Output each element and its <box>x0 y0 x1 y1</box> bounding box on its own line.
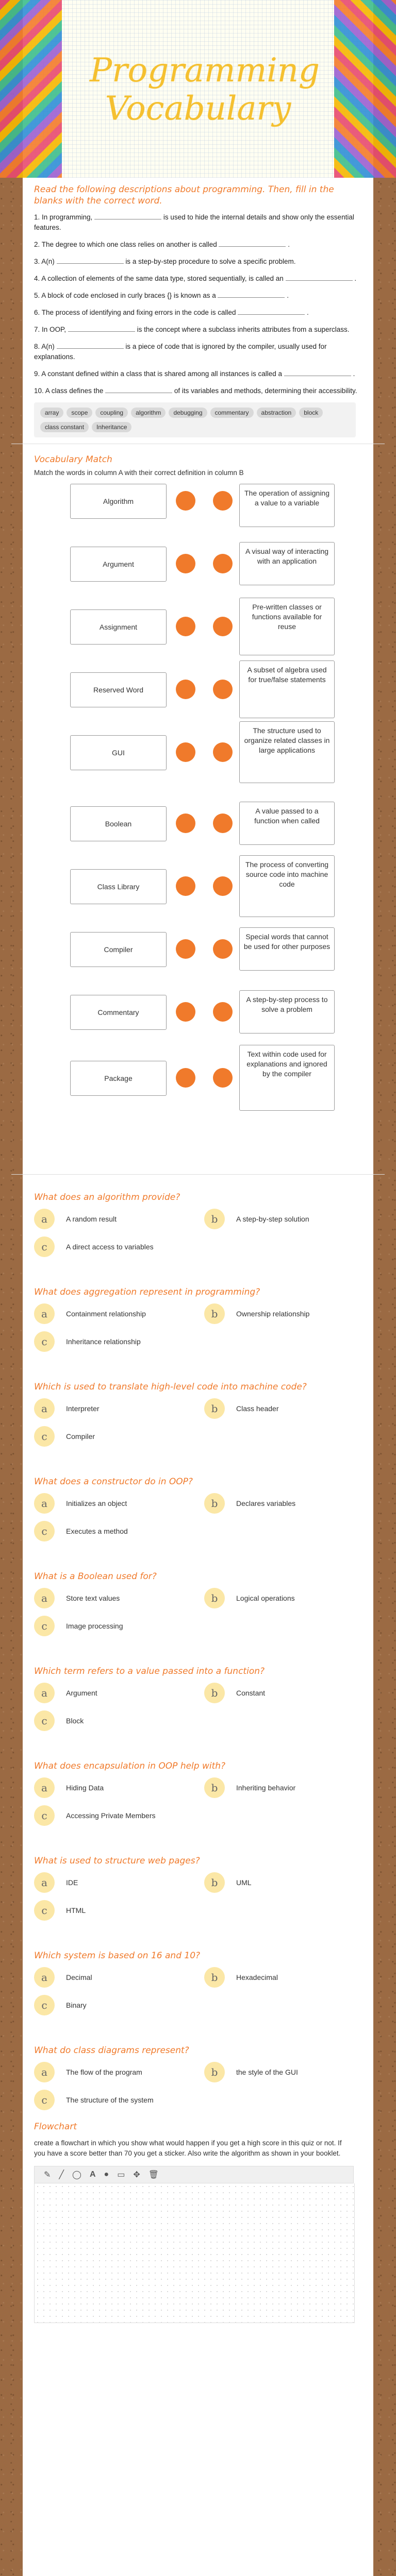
option-letter-bubble[interactable]: b <box>204 1398 225 1419</box>
word-chip[interactable]: Inheritance <box>92 422 131 432</box>
match-definition[interactable]: The operation of assigning a value to a variable <box>239 484 335 527</box>
match-definition[interactable]: A value passed to a function when called <box>239 802 335 845</box>
flowchart-heading: Flowchart <box>34 2122 77 2132</box>
mc-question <box>23 1826 373 1921</box>
answer-option[interactable] <box>204 1777 359 1798</box>
answer-option[interactable] <box>34 1900 204 1921</box>
mc-question <box>23 2015 373 2110</box>
option-letter-bubble[interactable]: c <box>34 1331 55 1352</box>
match-term[interactable]: Reserved Word <box>70 672 167 707</box>
word-chip[interactable]: abstraction <box>257 408 296 418</box>
option-text: Declares variables <box>236 1499 296 1507</box>
option-text: Interpreter <box>66 1404 100 1413</box>
answer-option[interactable] <box>34 1588 204 1608</box>
fill-text-before: 2. The degree to which one class relies on another is called <box>34 241 217 248</box>
match-term[interactable]: Commentary <box>70 995 167 1030</box>
chevron-border-right <box>334 0 396 178</box>
answer-option[interactable] <box>34 1209 204 1229</box>
answer-option[interactable] <box>34 1493 204 1514</box>
answer-option[interactable] <box>204 1303 359 1324</box>
match-connector-right[interactable] <box>213 680 233 699</box>
shape-icon[interactable]: ◯ <box>72 2171 81 2179</box>
answer-option[interactable] <box>34 1616 204 1636</box>
option-text: Image processing <box>66 1622 123 1630</box>
answer-option[interactable] <box>204 1872 359 1893</box>
mc-question <box>23 1257 373 1352</box>
blank-input[interactable] <box>238 307 305 315</box>
answer-options <box>34 1303 362 1352</box>
answer-option[interactable] <box>204 1209 359 1229</box>
option-text: Class header <box>236 1404 279 1413</box>
option-letter-bubble[interactable]: a <box>34 1398 55 1419</box>
fill-text-after: . <box>288 241 290 248</box>
match-connector-right[interactable] <box>213 554 233 573</box>
option-letter-bubble[interactable]: a <box>34 1303 55 1324</box>
match-connector-left[interactable] <box>176 1002 195 1022</box>
option-letter-bubble[interactable]: a <box>34 1683 55 1703</box>
question-text: Which system is based on 16 and 10? <box>34 1951 201 1961</box>
fill-text-after: is used to hide the internal details and show only the essential features. <box>34 213 354 231</box>
option-text: Logical operations <box>236 1594 295 1602</box>
match-term[interactable]: Boolean <box>70 806 167 841</box>
blank-input[interactable] <box>218 290 285 298</box>
answer-option[interactable] <box>34 1805 204 1826</box>
option-text: Executes a method <box>66 1527 128 1535</box>
fill-text-after: . <box>354 275 357 282</box>
fill-text-before: 8. A(n) <box>34 343 55 350</box>
word-chip[interactable]: block <box>299 408 323 418</box>
option-text: The flow of the program <box>66 2068 142 2076</box>
match-connector-right[interactable] <box>213 814 233 833</box>
answer-option[interactable] <box>204 1398 359 1419</box>
answer-option[interactable] <box>204 1967 359 1988</box>
option-text: A step-by-step solution <box>236 1215 309 1223</box>
answer-option[interactable] <box>34 1426 204 1447</box>
answer-options <box>34 1398 362 1447</box>
option-text: Initializes an object <box>66 1499 127 1507</box>
option-text: Constant <box>236 1689 266 1697</box>
answer-option[interactable] <box>204 2062 359 2082</box>
match-term[interactable]: Class Library <box>70 869 167 904</box>
word-chip[interactable]: commentary <box>210 408 254 418</box>
question-text: Which term refers to a value passed into a function? <box>34 1666 265 1676</box>
fill-item <box>34 273 362 284</box>
answer-options <box>34 2062 362 2110</box>
option-letter-bubble[interactable]: b <box>204 1209 225 1229</box>
worksheet-page <box>23 0 373 2576</box>
fill-item <box>34 324 362 335</box>
option-letter-bubble[interactable]: a <box>34 1588 55 1608</box>
mc-question <box>23 1175 373 1257</box>
flowchart-instruction: create a flowchart in which you show what would happen if you get a high score in this quiz or not. If you have a score better than 70 you get a sticker. Also write the algorithm as shown in your booklet. <box>34 2139 342 2157</box>
match-definition[interactable]: The process of converting source code into machine code <box>239 855 335 917</box>
option-text: Decimal <box>66 1973 92 1981</box>
match-definition[interactable]: The structure used to organize related classes in large applications <box>239 721 335 783</box>
match-connector-left[interactable] <box>176 554 195 573</box>
option-text: the style of the GUI <box>236 2068 298 2076</box>
option-text: Hiding Data <box>66 1784 104 1792</box>
option-text: A random result <box>66 1215 117 1223</box>
answer-option[interactable] <box>34 1398 204 1419</box>
word-bank <box>34 402 356 437</box>
option-text: UML <box>236 1878 252 1887</box>
match-instruction: Match the words in column A with their correct definition in column B <box>34 469 244 477</box>
option-letter-bubble[interactable]: b <box>204 1872 225 1893</box>
option-letter-bubble[interactable]: a <box>34 2062 55 2082</box>
option-letter-bubble[interactable]: c <box>34 1805 55 1826</box>
fill-text-before: 6. The process of identifying and fixing errors in the code is called <box>34 309 236 316</box>
match-section <box>23 454 373 1174</box>
blank-input[interactable] <box>94 212 161 219</box>
question-text: Which is used to translate high-level code into machine code? <box>34 1382 307 1392</box>
option-letter-bubble[interactable]: b <box>204 1777 225 1798</box>
match-connector-right[interactable] <box>213 742 233 762</box>
fill-text-after: is the concept where a subclass inherits attributes from a superclass. <box>137 326 350 333</box>
fill-text-before: 1. In programming, <box>34 213 93 221</box>
match-area <box>34 484 362 1174</box>
option-letter-bubble[interactable]: c <box>34 1616 55 1636</box>
blank-input[interactable] <box>284 368 351 376</box>
question-text: What does an algorithm provide? <box>34 1192 180 1202</box>
pencil-icon[interactable]: ✎ <box>44 2171 51 2179</box>
word-chip[interactable]: algorithm <box>131 408 166 418</box>
blank-input[interactable] <box>286 273 353 281</box>
blank-input[interactable] <box>105 385 172 393</box>
option-letter-bubble[interactable]: c <box>34 2090 55 2110</box>
answer-options <box>34 1683 362 1731</box>
answer-option[interactable] <box>204 1588 359 1608</box>
match-definition[interactable]: A visual way of interacting with an application <box>239 542 335 585</box>
option-letter-bubble[interactable]: a <box>34 1872 55 1893</box>
answer-option[interactable] <box>34 1683 204 1703</box>
match-connector-left[interactable] <box>176 680 195 699</box>
answer-options <box>34 1588 362 1636</box>
option-text: Hexadecimal <box>236 1973 278 1981</box>
option-letter-bubble[interactable]: c <box>34 1426 55 1447</box>
fill-text-before: 7. In OOP, <box>34 326 67 333</box>
match-connector-right[interactable] <box>213 491 233 511</box>
fill-item <box>34 239 362 250</box>
option-letter-bubble[interactable]: a <box>34 1777 55 1798</box>
fill-item <box>34 341 362 362</box>
fill-text-before: 9. A constant defined within a class that is shared among all instances is called a <box>34 370 283 378</box>
answer-option[interactable] <box>34 2062 204 2082</box>
worksheet-title: Programming Vocabulary <box>90 52 320 128</box>
word-chip[interactable]: debugging <box>169 408 207 418</box>
answer-option[interactable] <box>34 1967 204 1988</box>
answer-option[interactable] <box>34 1995 204 2015</box>
match-definition[interactable]: Pre-written classes or functions available for reuse <box>239 598 335 655</box>
question-text: What is a Boolean used for? <box>34 1571 157 1582</box>
text-icon[interactable]: A <box>89 2170 96 2179</box>
question-text: What does a constructor do in OOP? <box>34 1477 193 1487</box>
match-term[interactable]: Algorithm <box>70 484 167 519</box>
word-chip[interactable]: coupling <box>95 408 128 418</box>
question-text: What does encapsulation in OOP help with? <box>34 1761 226 1771</box>
option-text: Store text values <box>66 1594 120 1602</box>
match-connector-left[interactable] <box>176 814 195 833</box>
fill-in-section <box>23 184 373 437</box>
blank-input[interactable] <box>57 341 124 349</box>
blank-input[interactable] <box>57 256 124 264</box>
mc-question <box>23 1352 373 1447</box>
fill-text-before: 5. A block of code enclosed in curly braces {} is known as a <box>34 292 216 299</box>
mc-question <box>23 1636 373 1731</box>
option-text: IDE <box>66 1878 78 1887</box>
match-definition[interactable]: A subset of algebra used for true/false statements <box>239 660 335 718</box>
option-text: The structure of the system <box>66 2096 154 2104</box>
rectangle-icon[interactable]: ▭ <box>117 2171 125 2179</box>
answer-option[interactable] <box>34 1521 204 1541</box>
answer-option[interactable] <box>34 2090 204 2110</box>
answer-option[interactable] <box>34 1777 204 1798</box>
word-chip[interactable]: array <box>40 408 63 418</box>
match-connector-left[interactable] <box>176 617 195 636</box>
fill-text-after: . <box>353 370 355 378</box>
answer-options <box>34 1967 362 2015</box>
option-letter-bubble[interactable]: b <box>204 1588 225 1608</box>
answer-option[interactable] <box>204 1493 359 1514</box>
match-connector-left[interactable] <box>176 742 195 762</box>
color-icon[interactable]: ● <box>104 2170 109 2179</box>
question-text: What does aggregation represent in programming? <box>34 1287 260 1297</box>
option-letter-bubble[interactable]: c <box>34 1521 55 1541</box>
match-connector-left[interactable] <box>176 876 195 896</box>
answer-options <box>34 1872 362 1921</box>
fill-instructions: Read the following descriptions about programming. Then, fill in the blanks with the correct word. <box>34 184 334 206</box>
match-definition[interactable]: Special words that cannot be used for other purposes <box>239 927 335 971</box>
fill-item <box>34 368 362 379</box>
option-text: Inheritance relationship <box>66 1337 141 1346</box>
match-term[interactable]: Argument <box>70 547 167 582</box>
word-chip[interactable]: class constant <box>40 422 89 432</box>
match-connector-left[interactable] <box>176 491 195 511</box>
fill-text-before: 4. A collection of elements of the same data type, stored sequentially, is called an <box>34 275 284 282</box>
option-text: Compiler <box>66 1432 95 1440</box>
option-letter-bubble[interactable]: b <box>204 2062 225 2082</box>
fill-text-after: . <box>287 292 289 299</box>
option-letter-bubble[interactable]: a <box>34 1967 55 1988</box>
drawing-canvas[interactable] <box>34 2183 355 2323</box>
answer-option[interactable] <box>34 1710 204 1731</box>
fill-text-after: of its variables and methods, determining their accessibility. <box>174 387 357 395</box>
fill-item <box>34 290 362 301</box>
option-text: Ownership relationship <box>236 1310 310 1318</box>
flowchart-section <box>23 2110 373 2323</box>
fill-list <box>34 212 362 396</box>
option-letter-bubble[interactable]: c <box>34 1995 55 2015</box>
answer-option[interactable] <box>34 1331 204 1352</box>
blank-input[interactable] <box>219 239 286 247</box>
option-text: Binary <box>66 2001 87 2009</box>
match-connector-right[interactable] <box>213 1068 233 1088</box>
drawing-toolbar <box>34 2166 354 2183</box>
line-icon[interactable]: ╱ <box>59 2171 64 2179</box>
option-letter-bubble[interactable]: c <box>34 1900 55 1921</box>
fill-item <box>34 212 362 233</box>
mc-question <box>23 1447 373 1541</box>
option-text: Argument <box>66 1689 97 1697</box>
question-text: What is used to structure web pages? <box>34 1856 200 1866</box>
chevron-border-left <box>0 0 62 178</box>
option-text: Containment relationship <box>66 1310 146 1318</box>
option-letter-bubble[interactable]: c <box>34 1710 55 1731</box>
option-text: A direct access to variables <box>66 1243 154 1251</box>
fill-text-before: 3. A(n) <box>34 258 55 265</box>
match-definition[interactable]: A step-by-step process to solve a problem <box>239 990 335 1033</box>
mc-question <box>23 1921 373 2015</box>
delete-icon[interactable]: 🗑 <box>148 2171 159 2179</box>
option-text: Inheriting behavior <box>236 1784 296 1792</box>
match-connector-left[interactable] <box>176 939 195 959</box>
match-definition[interactable]: Text within code used for explanations and ignored by the compiler <box>239 1045 335 1111</box>
option-letter-bubble[interactable]: a <box>34 1209 55 1229</box>
worksheet-header <box>23 0 373 178</box>
mc-question <box>23 1731 373 1826</box>
option-text: Block <box>66 1717 84 1725</box>
option-letter-bubble[interactable]: b <box>204 1967 225 1988</box>
option-letter-bubble[interactable]: b <box>204 1303 225 1324</box>
match-term[interactable]: Package <box>70 1061 167 1096</box>
answer-option[interactable] <box>204 1683 359 1703</box>
answer-option[interactable] <box>34 1872 204 1893</box>
fill-text-after: . <box>307 309 309 316</box>
match-heading: Vocabulary Match <box>34 454 112 465</box>
multiple-choice-area <box>23 1175 373 2110</box>
match-connector-right[interactable] <box>213 1002 233 1022</box>
answer-options <box>34 1777 362 1826</box>
fill-text-after: is a step-by-step procedure to solve a specific problem. <box>125 258 296 265</box>
question-text: What do class diagrams represent? <box>34 2045 189 2056</box>
fill-item <box>34 307 362 318</box>
match-connector-right[interactable] <box>213 876 233 896</box>
fill-text-after: is a piece of code that is ignored by the compiler, usually used for explanations. <box>34 343 327 361</box>
answer-options <box>34 1209 362 1257</box>
fill-item <box>34 256 362 267</box>
match-term[interactable]: Assignment <box>70 609 167 645</box>
option-text: HTML <box>66 1906 86 1914</box>
match-connector-right[interactable] <box>213 617 233 636</box>
match-connector-left[interactable] <box>176 1068 195 1088</box>
fill-text-before: 10. A class defines the <box>34 387 104 395</box>
move-icon[interactable]: ✥ <box>133 2171 140 2179</box>
option-text: Accessing Private Members <box>66 1811 156 1820</box>
blank-input[interactable] <box>68 324 135 332</box>
answer-option[interactable] <box>34 1236 204 1257</box>
word-chip[interactable]: scope <box>67 408 92 418</box>
option-letter-bubble[interactable]: b <box>204 1683 225 1703</box>
option-letter-bubble[interactable]: b <box>204 1493 225 1514</box>
match-connector-right[interactable] <box>213 939 233 959</box>
answer-option[interactable] <box>34 1303 204 1324</box>
match-term[interactable]: Compiler <box>70 932 167 967</box>
mc-question <box>23 1541 373 1636</box>
fill-item <box>34 385 362 396</box>
option-letter-bubble[interactable]: c <box>34 1236 55 1257</box>
match-term[interactable]: GUI <box>70 735 167 770</box>
option-letter-bubble[interactable]: a <box>34 1493 55 1514</box>
answer-options <box>34 1493 362 1541</box>
